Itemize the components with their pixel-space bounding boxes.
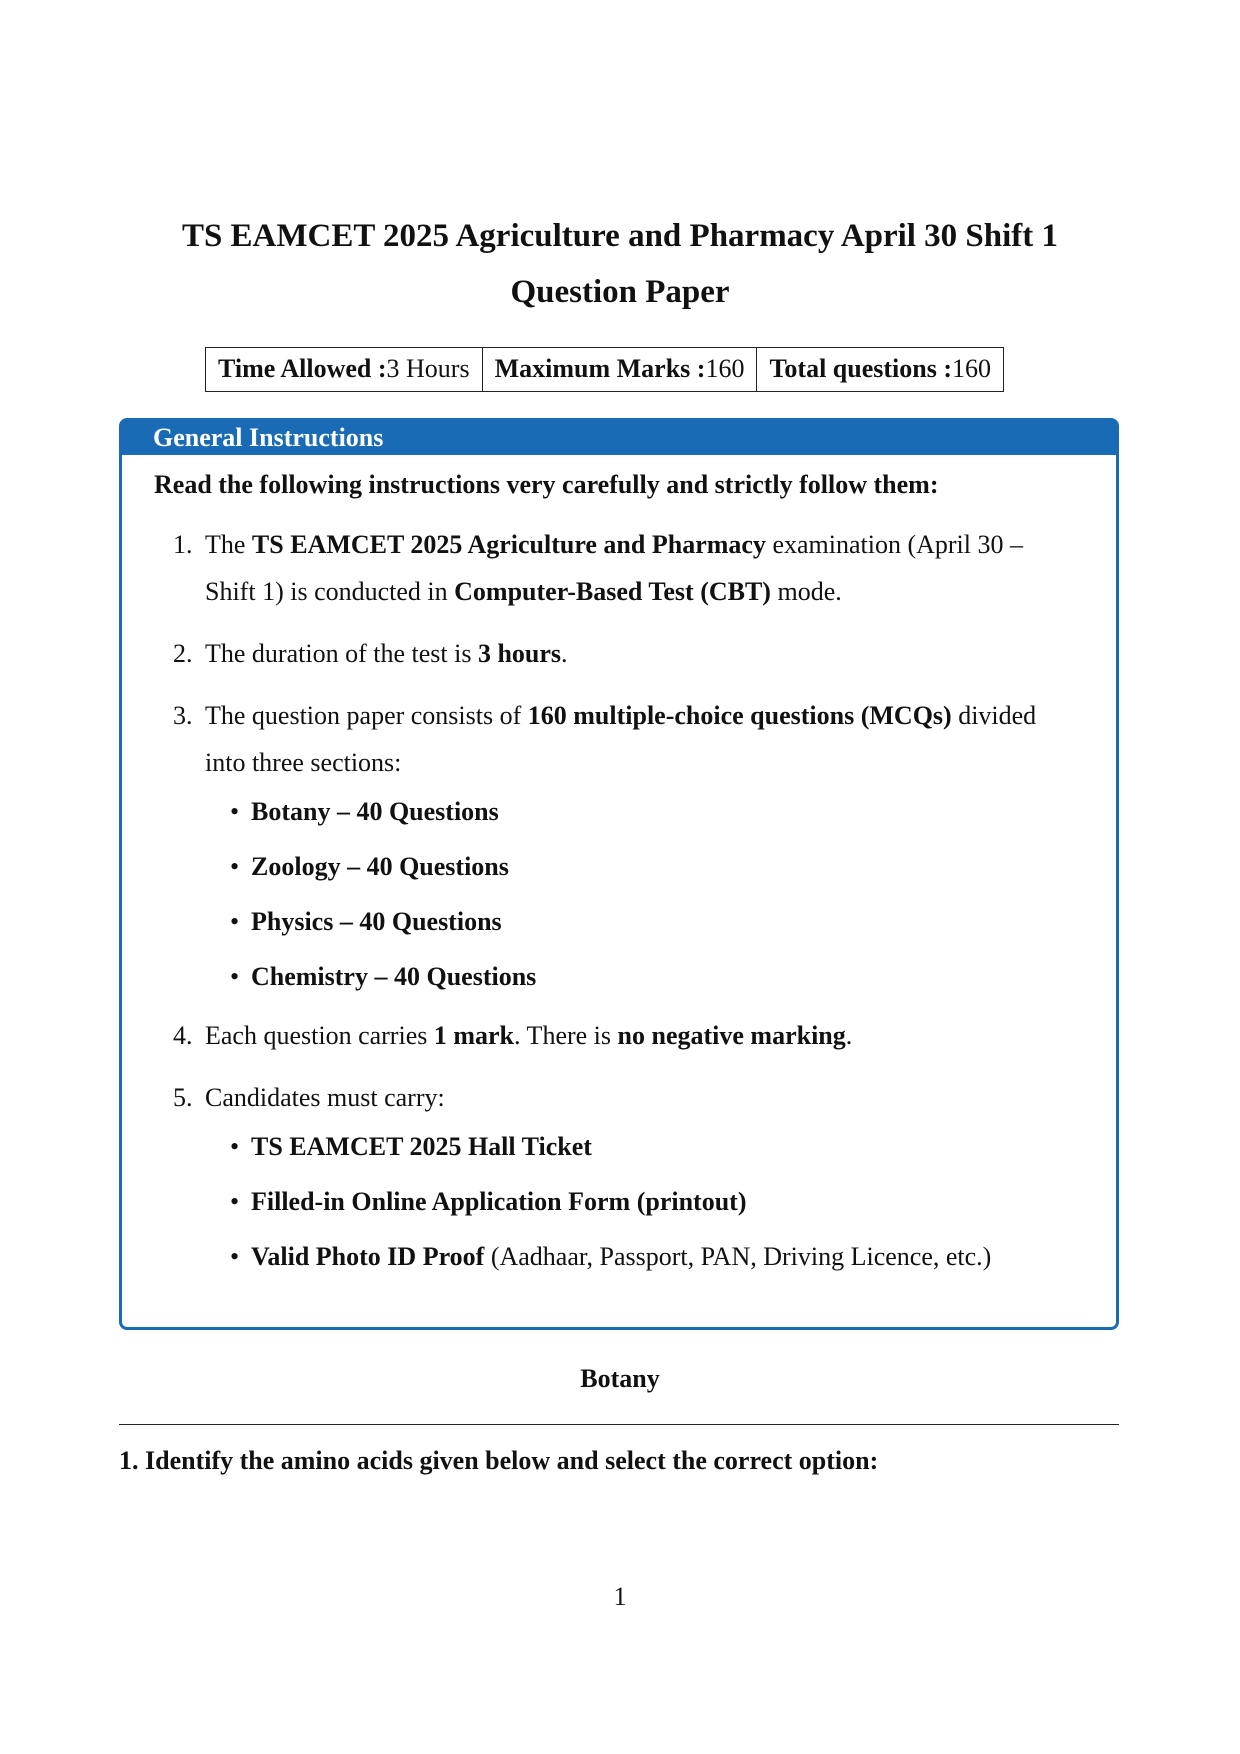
bullet-icon: • [230, 852, 240, 881]
total-questions-value: 160 [952, 354, 991, 383]
instructions-list [154, 521, 1074, 1292]
maximum-marks-value: 160 [705, 354, 745, 383]
document-item [205, 1237, 1074, 1277]
total-questions-cell [757, 348, 1004, 392]
instructions-lead: Read the following instructions very carefully and strictly follow them: [154, 470, 939, 499]
section-label: Botany – 40 Questions [251, 797, 499, 826]
section-heading: Botany [580, 1364, 660, 1393]
documents-list [205, 1127, 1074, 1277]
page-number: 1 [613, 1582, 627, 1611]
instruction-emphasis: 3 hours [477, 639, 562, 668]
instructions-header: General Instructions [122, 421, 1116, 455]
instruction-item [154, 692, 1074, 997]
document-item [205, 1182, 1074, 1222]
section-divider [119, 1424, 1119, 1425]
section-item [205, 902, 1074, 942]
document-label: Filled-in Online Application Form (printout) [251, 1187, 747, 1216]
total-questions-label: Total questions : [769, 354, 952, 383]
instruction-text: Candidates must carry: [205, 1083, 445, 1112]
maximum-marks-label: Maximum Marks : [494, 354, 706, 383]
bullet-icon: • [230, 962, 240, 991]
document-note: (Aadhaar, Passport, PAN, Driving Licence, etc.) [484, 1242, 992, 1271]
instruction-emphasis: 1 mark [433, 1021, 515, 1050]
instruction-text: The question paper consists of [205, 701, 528, 730]
document-label: TS EAMCET 2025 Hall Ticket [251, 1132, 592, 1161]
section-label: Zoology – 40 Questions [251, 852, 509, 881]
instruction-text: . [845, 1021, 853, 1050]
document-label: Valid Photo ID Proof [251, 1242, 485, 1271]
maximum-marks-cell [482, 348, 757, 392]
bullet-icon: • [230, 907, 240, 936]
item-number: 1. [173, 530, 193, 559]
instruction-item [154, 1074, 1074, 1277]
instruction-text: The duration of the test is [205, 639, 478, 668]
item-number: 3. [173, 701, 193, 730]
section-label: Physics – 40 Questions [251, 907, 502, 936]
bullet-icon: • [230, 1132, 240, 1161]
instruction-text: The [205, 530, 252, 559]
section-item [205, 957, 1074, 997]
section-item [205, 792, 1074, 832]
item-number: 4. [173, 1021, 193, 1050]
item-number: 2. [173, 639, 193, 668]
document-title: TS EAMCET 2025 Agriculture and Pharmacy April 30 Shift 1 [181, 218, 1059, 254]
document-item [205, 1127, 1074, 1167]
item-number: 5. [173, 1083, 193, 1112]
instruction-emphasis: no negative marking [617, 1021, 846, 1050]
instruction-emphasis: Computer-Based Test (CBT) [454, 577, 771, 606]
general-instructions-box [119, 418, 1119, 1330]
instruction-text: . [561, 639, 568, 668]
bullet-icon: • [230, 797, 240, 826]
time-allowed-value: 3 Hours [386, 354, 470, 383]
bullet-icon: • [230, 1242, 240, 1271]
section-item [205, 847, 1074, 887]
bullet-icon: • [230, 1187, 240, 1216]
instruction-item [154, 1012, 1074, 1059]
sections-list [205, 792, 1074, 997]
question-text: 1. Identify the amino acids given below and select the correct option: [119, 1446, 879, 1475]
instruction-text: mode. [770, 577, 842, 606]
instruction-item [154, 630, 1074, 677]
instruction-emphasis: TS EAMCET 2025 Agriculture and Pharmacy [251, 530, 766, 559]
instruction-item [154, 521, 1074, 615]
section-label: Chemistry – 40 Questions [251, 962, 537, 991]
instruction-text: examination (April 30 – Shift 1) is conducted in [205, 530, 1023, 606]
time-allowed-label: Time Allowed : [218, 354, 387, 383]
instruction-text: Each question carries [205, 1021, 434, 1050]
instruction-text: divided into three sections: [205, 701, 1037, 777]
instruction-emphasis: 160 multiple-choice questions (MCQs) [527, 701, 952, 730]
instruction-text: . There is [514, 1021, 618, 1050]
exam-meta-table [205, 347, 1004, 392]
document-subtitle: Question Paper [510, 274, 730, 310]
time-allowed-cell [206, 348, 483, 392]
